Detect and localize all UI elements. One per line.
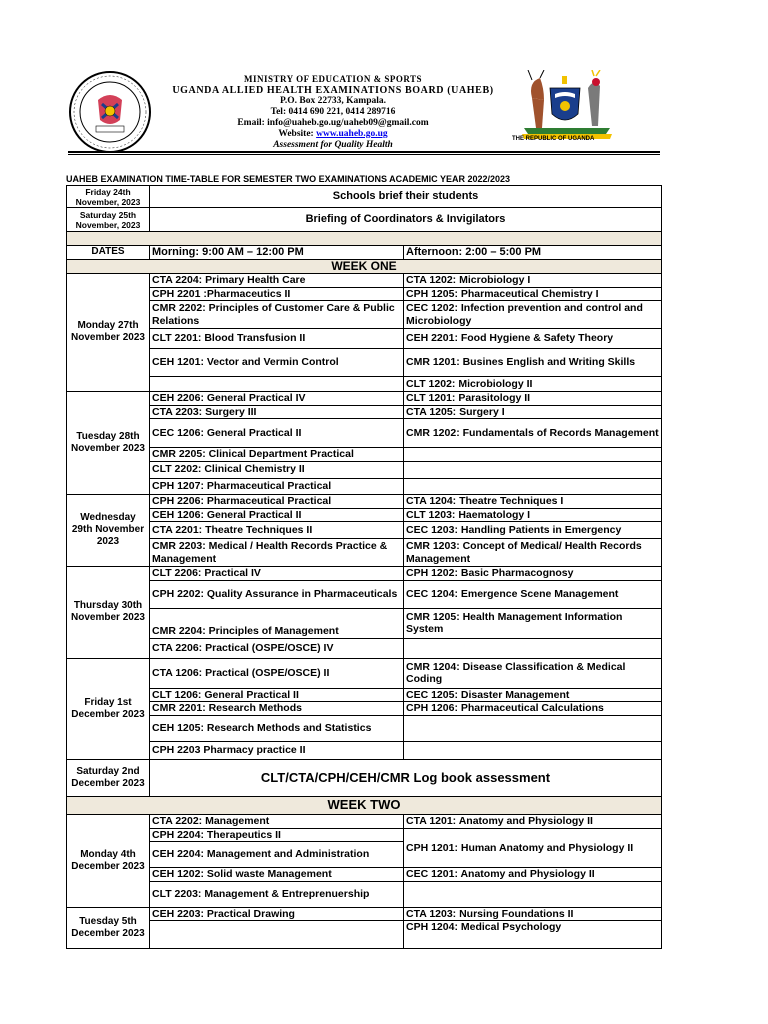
table-row <box>67 461 662 478</box>
table-row <box>67 392 662 406</box>
table-row <box>67 287 662 301</box>
afternoon-paper: CLT 1202: Microbiology II <box>404 377 662 392</box>
afternoon-paper: CTA 1201: Anatomy and Physiology II <box>404 815 662 829</box>
morning-paper: CPH 1207: Pharmaceutical Practical <box>150 478 404 494</box>
event-cell: Schools brief their students <box>150 186 662 208</box>
table-row <box>67 405 662 419</box>
morning-paper: CPH 2202: Quality Assurance in Pharmaceuticals <box>150 580 404 608</box>
table-row <box>67 349 662 377</box>
table-row <box>67 419 662 448</box>
morning-paper: CPH 2204: Therapeutics II <box>150 828 404 842</box>
afternoon-paper: CEC 1202: Infection prevention and control and Microbiology <box>404 301 662 329</box>
week-two-header: WEEK TWO <box>67 797 662 815</box>
republic-caption: THE REPUBLIC OF UGANDA <box>512 136 595 142</box>
morning-paper: CEH 1205: Research Methods and Statistics <box>150 716 404 742</box>
date-cell: Friday 1st December 2023 <box>67 658 150 760</box>
afternoon-paper: CEH 2201: Food Hygiene & Safety Theory <box>404 329 662 349</box>
afternoon-paper: CMR 1201: Busines English and Writing Skills <box>404 349 662 377</box>
dates-column-header: DATES <box>67 246 150 260</box>
morning-paper: CLT 2206: Practical IV <box>150 567 404 581</box>
table-row <box>67 377 662 392</box>
table-row <box>67 273 662 287</box>
morning-paper: CMR 2203: Medical / Health Records Practice & Management <box>150 539 404 567</box>
afternoon-paper: CPH 1202: Basic Pharmacognosy <box>404 567 662 581</box>
afternoon-paper: CPH 1206: Pharmaceutical Calculations <box>404 702 662 716</box>
morning-paper: CMR 2204: Principles of Management <box>150 608 404 638</box>
header-rule-thin <box>68 154 660 155</box>
afternoon-paper: CTA 1204: Theatre Techniques I <box>404 494 662 508</box>
table-row <box>67 580 662 608</box>
afternoon-paper: CEC 1204: Emergence Scene Management <box>404 580 662 608</box>
table-row <box>67 522 662 539</box>
uaheb-seal-icon <box>68 70 152 154</box>
morning-paper: CTA 2202: Management <box>150 815 404 829</box>
morning-paper: CLT 1206: General Practical II <box>150 688 404 702</box>
letterhead-text <box>158 74 508 151</box>
table-row <box>67 448 662 462</box>
afternoon-paper: CLT 1203: Haematology I <box>404 508 662 522</box>
morning-paper: CTA 2204: Primary Health Care <box>150 273 404 287</box>
morning-paper: CEH 2204: Management and Administration <box>150 842 404 868</box>
ministry-name: MINISTRY OF EDUCATION & SPORTS <box>243 74 423 84</box>
afternoon-paper: CTA 1202: Microbiology I <box>404 273 662 287</box>
week-header-row <box>67 797 662 815</box>
morning-paper: CLT 2203: Management & Entreprenuership <box>150 881 404 907</box>
table-row <box>67 716 662 742</box>
afternoon-paper <box>404 881 662 907</box>
morning-paper: CTA 2203: Surgery III <box>150 405 404 419</box>
website-line <box>158 129 508 140</box>
morning-paper: CEH 1201: Vector and Vermin Control <box>150 349 404 377</box>
afternoon-paper: CPH 1201: Human Anatomy and Physiology II <box>404 828 662 868</box>
table-row <box>67 815 662 829</box>
date-cell: Tuesday 28th November 2023 <box>67 392 150 495</box>
letterhead <box>68 70 660 154</box>
po-box: P.O. Box 22733, Kampala. <box>279 96 386 106</box>
website-link[interactable]: www.uaheb.go.ug <box>316 129 388 139</box>
afternoon-paper: CPH 1204: Medical Psychology <box>404 921 662 949</box>
morning-paper: CLT 2201: Blood Transfusion II <box>150 329 404 349</box>
website-label: Website: <box>278 129 314 139</box>
column-header-row <box>67 246 662 260</box>
morning-paper: CPH 2201 :Pharmaceutics II <box>150 287 404 301</box>
shaded-spacer <box>67 232 662 246</box>
morning-paper: CTA 2201: Theatre Techniques II <box>150 522 404 539</box>
event-cell: CLT/CTA/CPH/CEH/CMR Log book assessment <box>150 760 662 797</box>
spacer-row <box>67 232 662 246</box>
morning-paper: CEH 2206: General Practical IV <box>150 392 404 406</box>
table-row <box>67 760 662 797</box>
date-cell: Monday 27th November 2023 <box>67 273 150 392</box>
afternoon-column-header: Afternoon: 2:00 – 5:00 PM <box>404 246 662 260</box>
afternoon-paper: CMR 1204: Disease Classification & Medical Coding <box>404 658 662 688</box>
table-row <box>67 567 662 581</box>
afternoon-paper: CMR 1202: Fundamentals of Records Management <box>404 419 662 448</box>
morning-paper: CMR 2201: Research Methods <box>150 702 404 716</box>
table-row <box>67 658 662 688</box>
morning-paper <box>150 921 404 949</box>
afternoon-paper <box>404 461 662 478</box>
date-cell: Tuesday 5th December 2023 <box>67 907 150 949</box>
table-row <box>67 539 662 567</box>
morning-paper: CEC 1206: General Practical II <box>150 419 404 448</box>
afternoon-paper: CPH 1205: Pharmaceutical Chemistry I <box>404 287 662 301</box>
email: Email: info@uaheb.go.ug/uaheb09@gmail.com <box>237 118 429 128</box>
date-cell: Monday 4th December 2023 <box>67 815 150 908</box>
board-name: UGANDA ALLIED HEALTH EXAMINATIONS BOARD (UAHEB) <box>172 85 494 96</box>
table-row <box>67 638 662 658</box>
afternoon-paper <box>404 478 662 494</box>
table-row <box>67 186 662 208</box>
table-row <box>67 608 662 638</box>
table-row <box>67 688 662 702</box>
morning-paper: CEH 2203: Practical Drawing <box>150 907 404 921</box>
table-row <box>67 478 662 494</box>
morning-paper: CPH 2206: Pharmaceutical Practical <box>150 494 404 508</box>
event-cell: Briefing of Coordinators & Invigilators <box>150 208 662 232</box>
exam-timetable <box>66 185 662 949</box>
header-rule <box>68 151 660 153</box>
afternoon-paper <box>404 448 662 462</box>
telephone: Tel: 0414 690 221, 0414 289716 <box>270 107 396 117</box>
table-row <box>67 921 662 949</box>
coat-of-arms-icon <box>510 70 660 140</box>
afternoon-paper: CTA 1203: Nursing Foundations II <box>404 907 662 921</box>
morning-paper: CTA 2206: Practical (OSPE/OSCE) IV <box>150 638 404 658</box>
morning-column-header: Morning: 9:00 AM – 12:00 PM <box>150 246 404 260</box>
table-row <box>67 508 662 522</box>
afternoon-paper: CMR 1205: Health Management Information System <box>404 608 662 638</box>
table-row <box>67 208 662 232</box>
afternoon-paper <box>404 638 662 658</box>
morning-paper: CEH 1202: Solid waste Management <box>150 868 404 882</box>
morning-paper: CEH 1206: General Practical II <box>150 508 404 522</box>
date-cell: Saturday 2nd December 2023 <box>67 760 150 797</box>
uganda-coat-of-arms <box>510 70 660 150</box>
table-row <box>67 329 662 349</box>
motto: Assessment for Quality Health <box>273 140 393 150</box>
date-cell: Thursday 30th November 2023 <box>67 567 150 659</box>
date-cell: Wednesday 29th November 2023 <box>67 494 150 567</box>
table-row <box>67 742 662 760</box>
morning-paper: CPH 2203 Pharmacy practice II <box>150 742 404 760</box>
date-cell: Friday 24th November, 2023 <box>67 186 150 208</box>
afternoon-paper: CEC 1201: Anatomy and Physiology II <box>404 868 662 882</box>
table-row <box>67 494 662 508</box>
table-row <box>67 868 662 882</box>
afternoon-paper: CLT 1201: Parasitology II <box>404 392 662 406</box>
morning-paper <box>150 377 404 392</box>
table-row <box>67 301 662 329</box>
afternoon-paper <box>404 716 662 742</box>
afternoon-paper: CEC 1205: Disaster Management <box>404 688 662 702</box>
morning-paper: CMR 2205: Clinical Department Practical <box>150 448 404 462</box>
week-header-row <box>67 260 662 274</box>
table-row <box>67 881 662 907</box>
morning-paper: CLT 2202: Clinical Chemistry II <box>150 461 404 478</box>
afternoon-paper: CTA 1205: Surgery I <box>404 405 662 419</box>
afternoon-paper: CMR 1203: Concept of Medical/ Health Records Management <box>404 539 662 567</box>
table-row <box>67 828 662 842</box>
table-row <box>67 702 662 716</box>
week-one-header: WEEK ONE <box>67 260 662 274</box>
morning-paper: CMR 2202: Principles of Customer Care & Public Relations <box>150 301 404 329</box>
afternoon-paper <box>404 742 662 760</box>
morning-paper: CTA 1206: Practical (OSPE/OSCE) II <box>150 658 404 688</box>
document-title: UAHEB EXAMINATION TIME-TABLE FOR SEMESTER TWO EXAMINATIONS ACADEMIC YEAR 2022/2023 <box>66 174 511 184</box>
afternoon-paper: CEC 1203: Handling Patients in Emergency <box>404 522 662 539</box>
date-cell: Saturday 25th November, 2023 <box>67 208 150 232</box>
table-row <box>67 907 662 921</box>
